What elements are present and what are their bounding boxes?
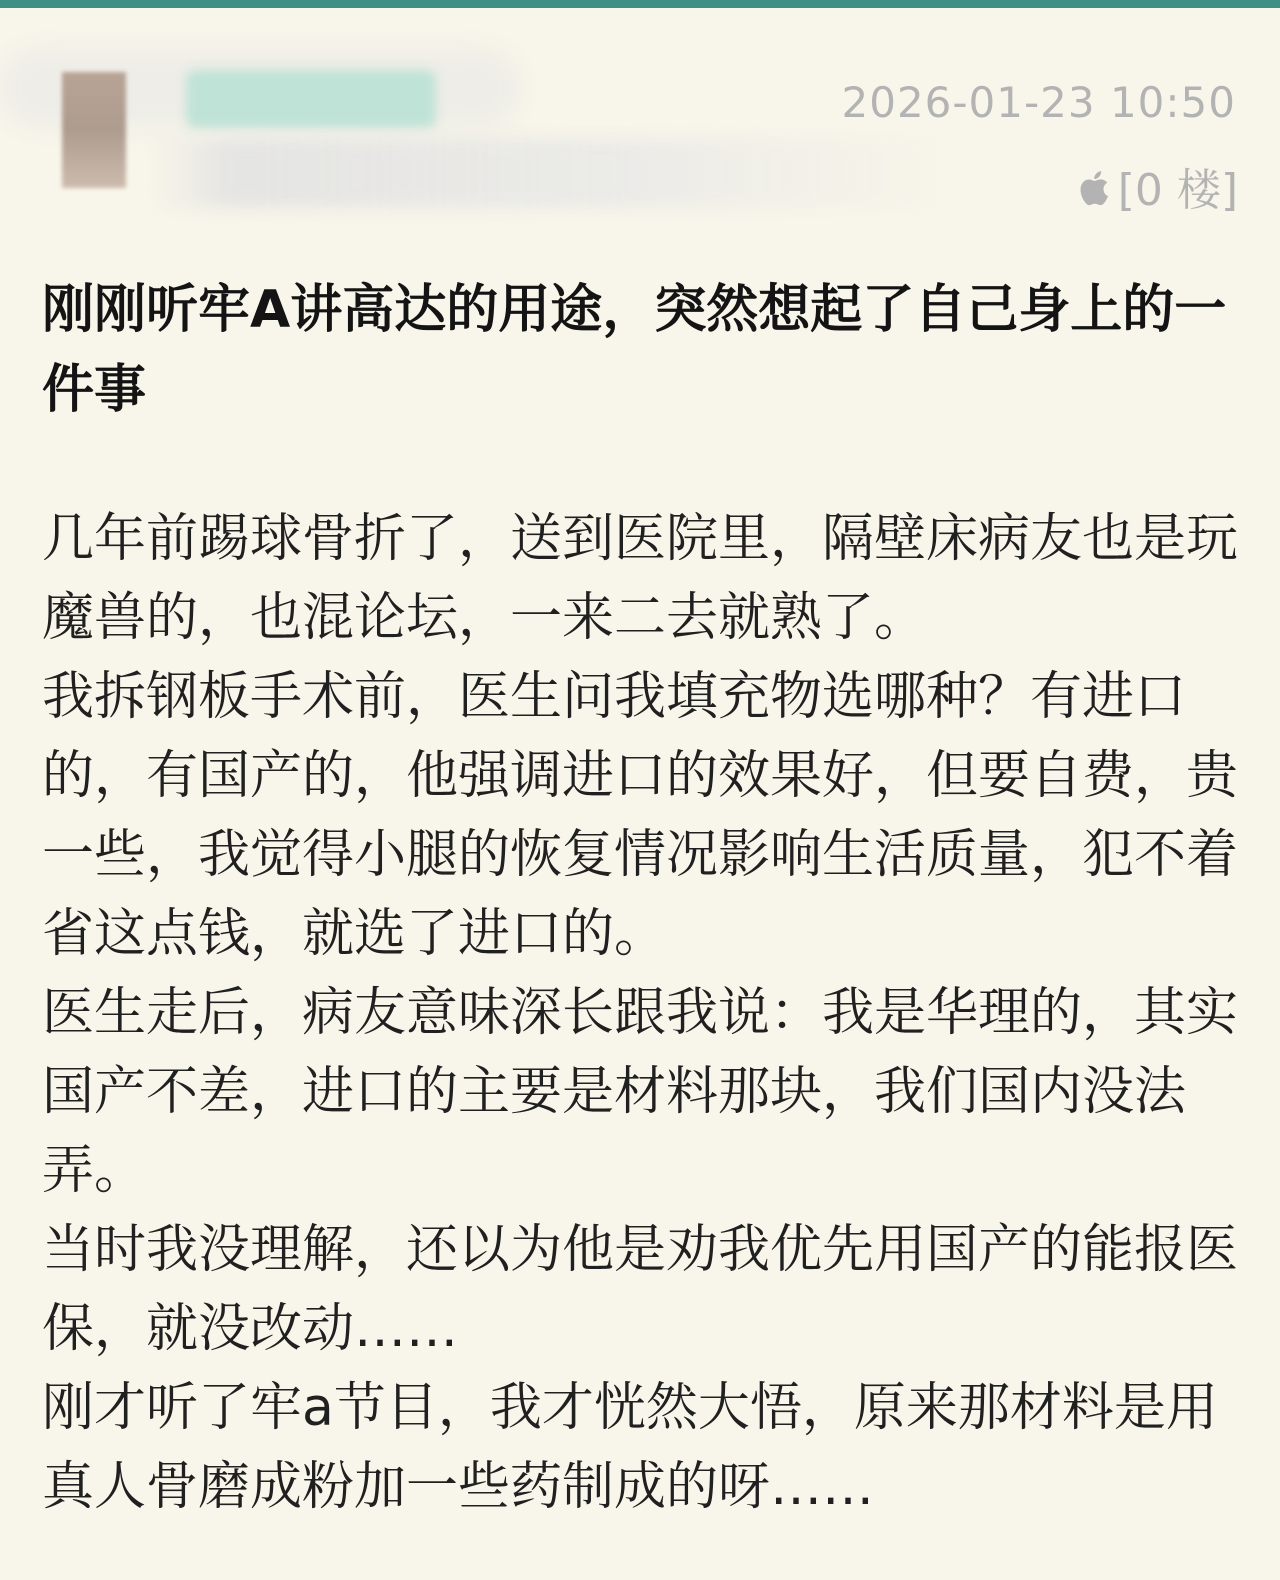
post-paragraph: 医生走后，病友意味深长跟我说：我是华理的，其实国产不差，进口的主要是材料那块，我们国内没法弄。 <box>42 983 1239 1201</box>
redacted-user-meta <box>150 138 950 208</box>
floor-info <box>1076 154 1238 218</box>
top-accent-bar <box>0 0 1280 8</box>
post-paragraph: 当时我没理解，还以为他是劝我优先用国产的能报医保，就没改动…… <box>42 1220 1239 1359</box>
post-title: 刚刚听牢A讲高达的用途，突然想起了自己身上的一件事 <box>42 280 1227 420</box>
post-paragraph: 我拆钢板手术前，医生问我填充物选哪种？有进口的，有国产的，他强调进口的效果好，但要自费，贵一些，我觉得小腿的恢复情况影响生活质量，犯不着省这点钱，就选了进口的。 <box>42 667 1239 964</box>
post-body <box>42 500 1242 1527</box>
post-paragraph: 刚才听了牢a节目，我才恍然大悟，原来那材料是用真人骨磨成粉加一些药制成的呀…… <box>42 1378 1218 1517</box>
redacted-username[interactable] <box>186 70 436 128</box>
floor-label: [0 楼] <box>1117 165 1238 216</box>
apple-icon <box>1076 167 1110 205</box>
post-paragraph: 几年前踢球骨折了，送到医院里，隔壁床病友也是玩魔兽的，也混论坛，一来二去就熟了。 <box>42 509 1239 648</box>
avatar[interactable] <box>62 72 126 188</box>
post-header <box>0 8 1280 223</box>
post-timestamp: 2026-01-23 10:50 <box>841 78 1236 127</box>
